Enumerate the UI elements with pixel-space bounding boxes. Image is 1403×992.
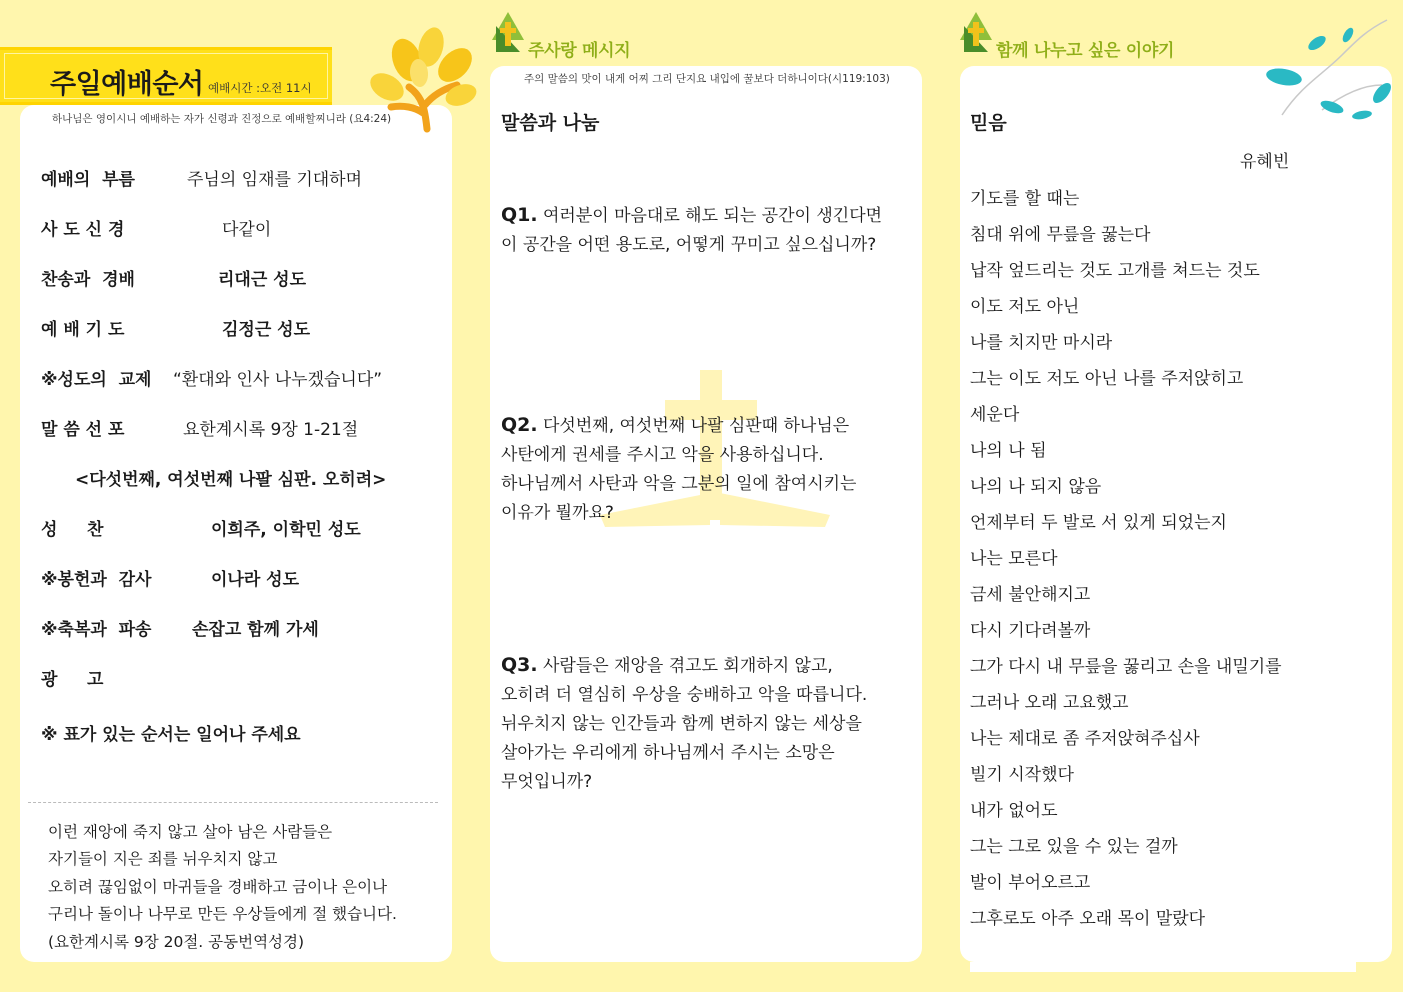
order-row: ※축복과 파송 손잡고 함께 가세 [41,620,319,640]
section-heading: 말씀과 나눔 [501,112,600,134]
section-heading: 믿음 [970,112,1007,134]
poem-line: 그는 그로 있을 수 있는 걸까 [970,837,1178,857]
poem-line: 금세 불안해지고 [970,585,1091,605]
floral-ornament [1262,15,1397,130]
quote-line: 이런 재앙에 죽지 않고 살아 남은 사람들은 [48,823,333,841]
question-3: Q3. 사람들은 재앙을 겪고도 회개하지 않고, 오히려 더 열심히 우상을 숭배하고 악을 따릅니다. 뉘우치지 않는 인간들과 함께 변하지 않는 세상을 살아가는 우리에게 하나님께서 주시는 소망은 무엇입니까? [501,654,868,792]
section-title: 함께 나누고 싶은 이야기 [996,41,1175,61]
poem-line: 언제부터 두 발로 서 있게 되었는지 [970,513,1227,533]
poem-line: 빌기 시작했다 [970,765,1074,785]
order-row: 찬송과 경배 리대근 성도 [41,270,307,290]
poem-line: 나의 나 되지 않음 [970,477,1102,497]
header-verse: 주의 말씀의 맛이 내게 어찌 그리 단지요 내입에 꿀보다 더하니이다(시119:103) [524,73,890,85]
order-row: 예배의 부름 주님의 임재를 기대하며 [41,170,363,190]
quote-line: 구리나 돌이나 나무로 만든 우상들에게 절 했습니다. [48,905,397,923]
poem-line: 다시 기다려볼까 [970,621,1091,641]
order-row: 광 고 [41,670,104,690]
church-logo-icon [492,12,524,52]
poem-line: 그가 다시 내 무릎을 꿇리고 손을 내밀기를 [970,657,1282,677]
section-title: 주사랑 메시지 [528,41,631,61]
poem-line: 나의 나 됨 [970,441,1047,461]
poem-line: 기도를 할 때는 [970,189,1080,209]
poem-line: 그후로도 아주 오래 목이 말랐다 [970,909,1206,929]
poem-line: 침대 위에 무릎을 꿇는다 [970,225,1151,245]
page-title: 주일예배순서 [50,69,204,100]
order-row: 성 찬 이희주, 이학민 성도 [41,520,361,540]
service-time: 예배시간 :오전 11시 [208,81,312,95]
panel-footer [970,962,1356,972]
quote-line: 자기들이 지은 죄를 뉘우치지 않고 [48,850,278,868]
poem-line: 나는 제대로 좀 주저앉혀주십사 [970,729,1200,749]
order-row: 말 씀 선 포 요한계시록 9장 1-21절 [41,420,359,440]
author-name: 유혜빈 [1240,152,1290,172]
header-verse: 하나님은 영이시니 예배하는 자가 신령과 진정으로 예배할찌니라 (요4:24) [52,113,392,125]
church-logo-icon [960,12,992,52]
divider [28,802,438,803]
poem-line: 납작 엎드리는 것도 고개를 쳐드는 것도 [970,261,1260,281]
poem-line: 나는 모른다 [970,549,1058,569]
question-2: Q2. 다섯번째, 여섯번째 나팔 심판때 하나님은 사탄에게 권세를 주시고 악을 사용하십니다. 하나님께서 사탄과 악을 그분의 일에 참여시키는 이유가 뭘까요? [501,414,857,523]
order-row-subtitle: <다섯번째, 여섯번째 나팔 심판. 오히려> [75,470,387,490]
order-row: ※봉헌과 감사 이나라 성도 [41,570,300,590]
question-1: Q1. 여러분이 마음대로 해도 되는 공간이 생긴다면 이 공간을 어떤 용도로, 어떻게 꾸미고 싶으십니까? [501,204,883,255]
poem-line: 내가 없어도 [970,801,1058,821]
poem-line: 이도 저도 아닌 [970,297,1080,317]
order-row: 사 도 신 경 다같이 [41,220,272,240]
quote-line: 오히려 끊임없이 마귀들을 경배하고 금이나 은이나 [48,878,388,896]
poem-line: 나를 치지만 마시라 [970,333,1113,353]
poem-line: 발이 부어오르고 [970,873,1091,893]
poem-line: 그러나 오래 고요했고 [970,693,1129,713]
order-row: 예 배 기 도 김정근 성도 [41,320,311,340]
poem-line: 그는 이도 저도 아닌 나를 주저앉히고 [970,369,1244,389]
poem-line: 세운다 [970,405,1020,425]
quote-line: (요한계시록 9장 20절. 공동번역성경) [48,933,305,951]
standing-note: ※ 표가 있는 순서는 일어나 주세요 [41,725,301,745]
order-row: ※성도의 교제 “환대와 인사 나누겠습니다” [41,370,383,390]
